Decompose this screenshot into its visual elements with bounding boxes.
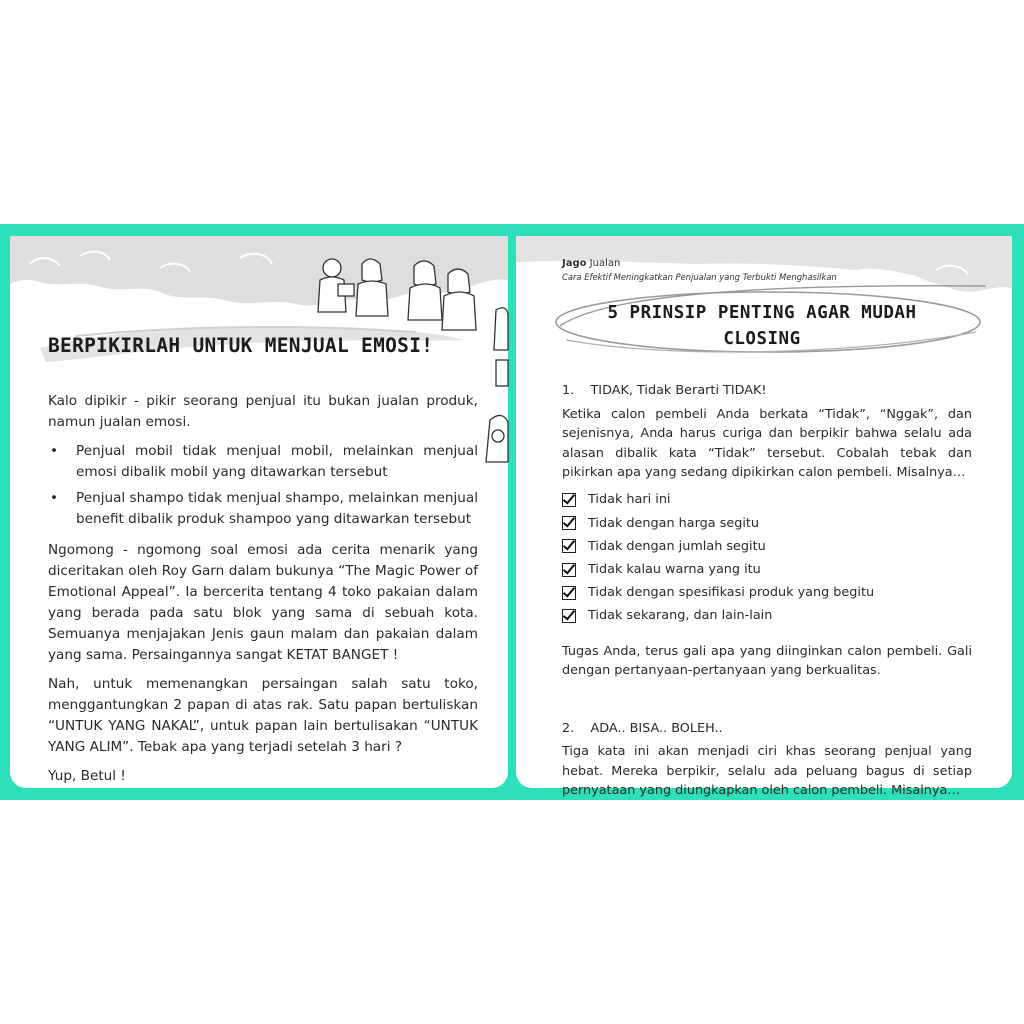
section-title: 5 PRINSIP PENTING AGAR MUDAH CLOSING: [607, 303, 917, 349]
section-1-text: Ketika calon pembeli Anda berkata “Tidak”, “Nggak”, dan sejenisnya, Anda harus curiga dan berpikir bahwa selalu ada alasan dibalik kata “Tidak” tersebut. Cobalah tebak dan pikirkan apa yang sedang dipikirkan calon pembeli. Misalnya…: [562, 406, 972, 480]
section-1-closing: Tugas Anda, terus gali apa yang diinginkan calon pembeli. Gali dengan pertanyaan-pertanyaan yang berkualitas.: [562, 643, 972, 679]
left-page: [10, 236, 508, 788]
checkbox-icon: [562, 609, 576, 623]
list-item: Tidak hari ini: [562, 489, 972, 512]
checkbox-icon: [562, 516, 576, 530]
list-item: Tidak dengan jumlah segitu: [562, 535, 972, 558]
left-page-body: [48, 391, 478, 795]
checkbox-icon: [562, 586, 576, 600]
section-2-text: Tiga kata ini akan menjadi ciri khas seorang penjual yang hebat. Mereka berpikir, selalu ada peluang bagus di setiap pernyataan yang diungkapkan oleh calon pembeli. Misalnya…: [562, 744, 972, 799]
page-title: BERPIKIRLAH UNTUK MENJUAL EMOSI!: [48, 334, 434, 357]
story-paragraph: Ngomong - ngomong soal emosi ada cerita menarik yang diceritakan oleh Roy Garn dalam bukunya “The Magic Power of Emotional Appeal”. Ia bercerita tentang 4 toko pakaian dalam yang berada pada satu blok yang sama di sebuah kota. Semuanya menjajakan Jenis gaun malam dan pakaian dalam yang sama. Persaingannya sangat KETAT BANGET !: [48, 542, 478, 663]
header-brand: Jago Jualan: [562, 258, 621, 269]
list-item: • Penjual shampo tidak menjual shampo, melainkan menjual benefit dibalik produk shampoo yang ditawarkan tersebut: [48, 488, 478, 530]
list-item: Tidak dengan harga segitu: [562, 512, 972, 535]
intro-paragraph: Kalo dipikir - pikir seorang penjual itu bukan jualan produk, namun jualan emosi.: [48, 393, 478, 430]
section-1-heading: 1. TIDAK, Tidak Berarti TIDAK!: [562, 383, 767, 398]
header-subtitle: Cara Efektif Meningkatkan Penjualan yang Terbukti Menghasilkan: [562, 272, 837, 282]
right-page: [516, 236, 1012, 799]
section-2-heading: 2. ADA.. BISA.. BOLEH..: [562, 720, 723, 736]
story-paragraph: Yup, Betul !: [48, 768, 126, 784]
list-item: Tidak sekarang, dan lain-lain: [562, 604, 972, 627]
section-spacer: [562, 685, 972, 719]
checklist: [562, 489, 972, 628]
checkbox-icon: [562, 539, 576, 553]
list-item: Tidak dengan spesifikasi produk yang begitu: [562, 581, 972, 604]
list-item: • Penjual mobil tidak menjual mobil, melainkan menjual emosi dibalik mobil yang ditawarkan tersebut: [48, 441, 478, 483]
list-item: Tidak kalau warna yang itu: [562, 558, 972, 581]
checkbox-icon: [562, 493, 576, 507]
checkbox-icon: [562, 563, 576, 577]
right-page-body: [562, 381, 972, 805]
bullet-list: [48, 441, 478, 530]
story-paragraph: Nah, untuk memenangkan persaingan salah satu toko, menggantungkan 2 papan di atas rak. Satu papan bertuliskan “UNTUK YANG NAKAL”, untuk papan lain bertulisakan “UNTUK YANG ALIM”. Tebak apa yang terjadi setelah 3 hari ?: [48, 676, 478, 755]
